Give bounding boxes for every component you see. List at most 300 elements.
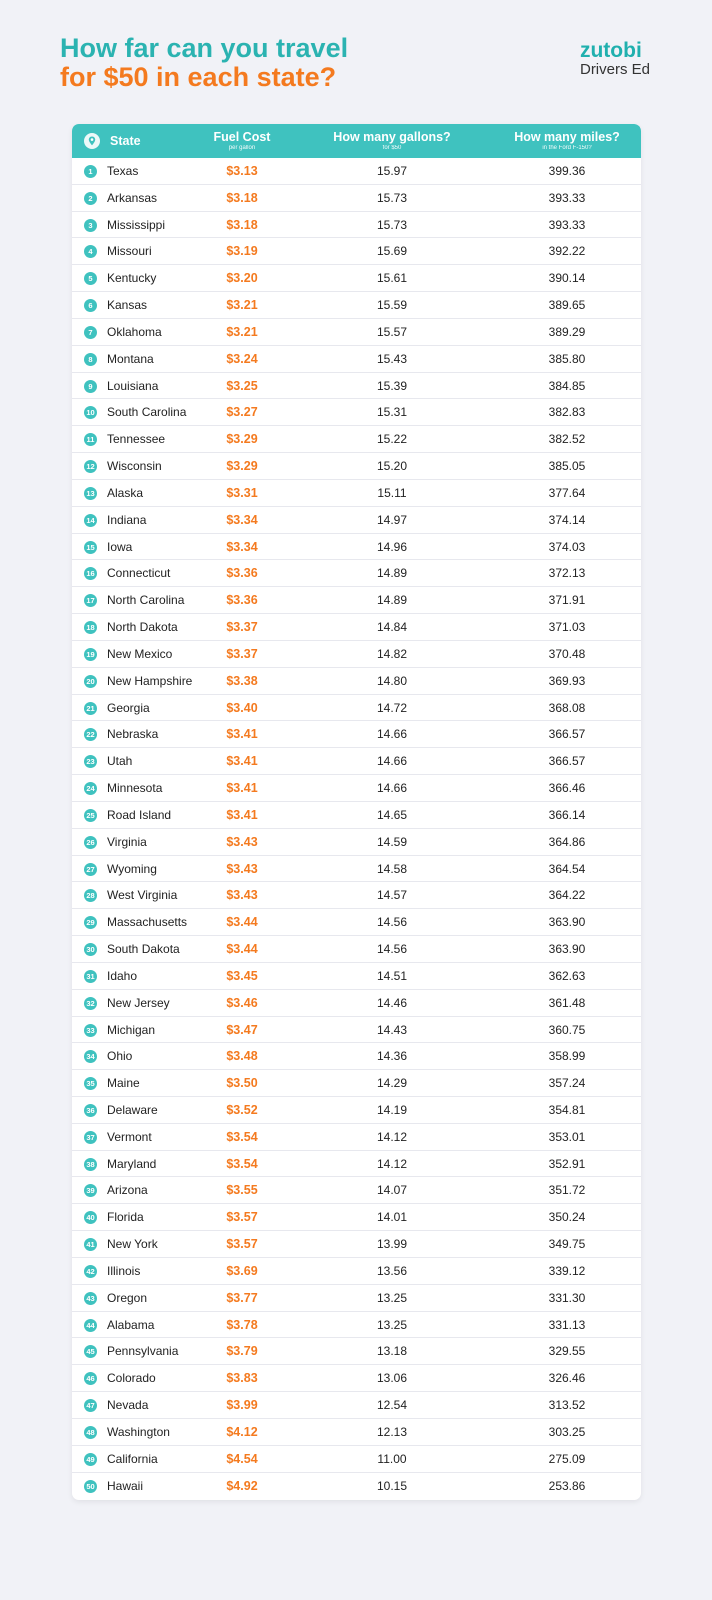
- table-row: [72, 212, 641, 239]
- state-name: Montana: [107, 351, 154, 366]
- fuel-cost: $4.92: [226, 1478, 258, 1493]
- miles-value: 366.57: [548, 754, 586, 769]
- brand-subtitle: Drivers Ed: [579, 61, 650, 78]
- table-row: [72, 936, 641, 963]
- gallons-value: 15.59: [376, 298, 408, 313]
- fuel-cost: $3.18: [226, 217, 258, 232]
- brand-name: zutobi: [579, 39, 642, 62]
- fuel-cost: $3.78: [226, 1317, 258, 1332]
- miles-value: 390.14: [548, 271, 586, 286]
- gallons-value: 14.65: [376, 807, 408, 822]
- table-row: [72, 1392, 641, 1419]
- state-name: Michigan: [107, 1022, 156, 1037]
- state-name: Minnesota: [107, 781, 163, 796]
- table-row: [72, 1446, 641, 1473]
- rank-badge: 8: [84, 353, 97, 366]
- state-name: Tennessee: [107, 432, 166, 447]
- gallons-value: 13.18: [376, 1344, 408, 1359]
- gallons-value: 14.36: [376, 1049, 408, 1064]
- miles-value: 363.90: [548, 915, 586, 930]
- gallons-value: 12.13: [376, 1424, 408, 1439]
- rank-badge: 44: [84, 1319, 97, 1332]
- fuel-cost: $3.40: [226, 700, 258, 715]
- header-fuel-cost: [202, 130, 282, 152]
- state-name: New Hampshire: [107, 673, 193, 688]
- fuel-cost: $4.12: [226, 1424, 258, 1439]
- table-row: [72, 265, 641, 292]
- gallons-value: 10.15: [376, 1478, 408, 1493]
- state-name: Illinois: [107, 1263, 141, 1278]
- rank-badge: 23: [84, 755, 97, 768]
- rank-badge: 20: [84, 675, 97, 688]
- miles-value: 385.80: [548, 351, 586, 366]
- header-gallons-label: How many gallons?: [333, 130, 451, 144]
- miles-value: 389.65: [548, 298, 586, 313]
- fuel-cost: $3.41: [226, 727, 258, 742]
- miles-value: 351.72: [548, 1183, 586, 1198]
- table-row: [72, 185, 641, 212]
- miles-value: 385.05: [548, 459, 586, 474]
- miles-value: 363.90: [548, 942, 586, 957]
- gallons-value: 14.29: [376, 1076, 408, 1091]
- fuel-cost: $3.27: [226, 405, 258, 420]
- gallons-value: 14.84: [376, 620, 408, 635]
- fuel-cost: $3.31: [226, 485, 258, 500]
- rank-badge: 22: [84, 728, 97, 741]
- fuel-cost: $3.43: [226, 861, 258, 876]
- state-name: New Jersey: [107, 995, 170, 1010]
- state-name: Missouri: [107, 244, 152, 259]
- table-row: [72, 1204, 641, 1231]
- miles-value: 362.63: [548, 968, 586, 983]
- table-row: [72, 480, 641, 507]
- fuel-cost: $3.21: [226, 298, 258, 313]
- rank-badge: 41: [84, 1238, 97, 1251]
- header-miles-label: How many miles?: [514, 130, 620, 144]
- gallons-value: 13.56: [376, 1263, 408, 1278]
- rank-badge: 48: [84, 1426, 97, 1439]
- miles-value: 369.93: [548, 673, 586, 688]
- table-row: [72, 319, 641, 346]
- state-name: Louisiana: [107, 378, 159, 393]
- state-name: South Dakota: [107, 942, 180, 957]
- miles-value: 371.91: [548, 593, 586, 608]
- title-line-2: for $50 in each state?: [60, 62, 337, 92]
- gallons-value: 15.11: [377, 485, 407, 500]
- gallons-value: 14.59: [376, 834, 408, 849]
- state-name: Hawaii: [107, 1478, 144, 1493]
- fuel-cost: $3.77: [226, 1290, 258, 1305]
- state-name: Alaska: [107, 485, 144, 500]
- state-name: Texas: [107, 164, 139, 178]
- rank-badge: 15: [84, 541, 97, 554]
- miles-value: 382.83: [548, 405, 586, 420]
- rank-badge: 33: [84, 1024, 97, 1037]
- table-row: [72, 238, 641, 265]
- gallons-value: 14.89: [376, 566, 408, 581]
- state-name: Kansas: [107, 298, 148, 313]
- fuel-cost: $3.99: [226, 1398, 258, 1413]
- table-row: [72, 399, 641, 426]
- rank-badge: 35: [84, 1077, 97, 1090]
- fuel-cost: $3.50: [226, 1076, 258, 1091]
- miles-value: 354.81: [548, 1102, 586, 1117]
- miles-value: 253.86: [548, 1478, 586, 1493]
- miles-value: 370.48: [548, 646, 586, 661]
- state-name: Utah: [107, 754, 133, 769]
- state-name: Arkansas: [107, 190, 158, 205]
- miles-value: 364.54: [548, 861, 586, 876]
- rank-badge: 45: [84, 1345, 97, 1358]
- table-row: [72, 1338, 641, 1365]
- gallons-value: 14.12: [376, 1156, 408, 1171]
- rank-badge: 49: [84, 1453, 97, 1466]
- miles-value: 329.55: [548, 1344, 586, 1359]
- fuel-cost: $3.55: [226, 1183, 258, 1198]
- gallons-value: 15.39: [376, 378, 408, 393]
- state-name: West Virginia: [107, 888, 178, 903]
- fuel-cost: $4.54: [226, 1451, 258, 1466]
- fuel-cost: $3.29: [226, 459, 258, 474]
- fuel-cost: $3.44: [226, 915, 258, 930]
- table-row: [72, 668, 641, 695]
- state-name: North Dakota: [107, 620, 178, 635]
- rank-badge: 14: [84, 514, 97, 527]
- state-name: Nevada: [107, 1398, 149, 1413]
- fuel-cost: $3.36: [226, 566, 258, 581]
- gallons-value: 12.54: [376, 1398, 408, 1413]
- miles-value: 353.01: [548, 1129, 586, 1144]
- fuel-cost: $3.25: [226, 378, 258, 393]
- miles-value: 389.29: [548, 324, 586, 339]
- brand-logo: [580, 40, 650, 79]
- table-row: [72, 802, 641, 829]
- fuel-cost: $3.43: [226, 834, 258, 849]
- table-row: [72, 748, 641, 775]
- gallons-value: 14.66: [376, 754, 408, 769]
- state-name: California: [107, 1451, 158, 1466]
- table-row: [72, 1124, 641, 1151]
- fuel-cost: $3.52: [226, 1102, 258, 1117]
- table-row: [72, 560, 641, 587]
- miles-value: 368.08: [548, 700, 586, 715]
- gallons-value: 13.99: [376, 1237, 408, 1252]
- miles-value: 350.24: [548, 1210, 586, 1225]
- fuel-cost: $3.21: [226, 324, 258, 339]
- gallons-value: 15.57: [376, 324, 408, 339]
- state-name: Maine: [107, 1076, 140, 1091]
- fuel-cost: $3.44: [226, 942, 258, 957]
- miles-value: 339.12: [548, 1263, 586, 1278]
- rank-badge: 46: [84, 1372, 97, 1385]
- gallons-value: 15.31: [376, 405, 408, 420]
- gallons-value: 14.01: [376, 1210, 408, 1225]
- gallons-value: 14.97: [376, 512, 408, 527]
- miles-value: 374.14: [548, 512, 586, 527]
- fuel-cost: $3.34: [226, 512, 258, 527]
- rank-badge: 36: [84, 1104, 97, 1117]
- state-name: Maryland: [107, 1156, 157, 1171]
- rank-badge: 29: [84, 916, 97, 929]
- miles-value: 393.33: [548, 217, 586, 232]
- fuel-cost: $3.18: [226, 190, 258, 205]
- miles-value: 275.09: [548, 1451, 586, 1466]
- rank-badge: 24: [84, 782, 97, 795]
- miles-value: 313.52: [548, 1398, 586, 1413]
- fuel-cost: $3.41: [226, 807, 258, 822]
- fuel-cost: $3.45: [226, 968, 258, 983]
- table-row: [72, 1365, 641, 1392]
- rank-badge: 16: [84, 567, 97, 580]
- table-row: [72, 158, 641, 185]
- fuel-cost: $3.54: [226, 1156, 258, 1171]
- state-name: Virginia: [107, 834, 147, 849]
- gallons-value: 14.56: [376, 915, 408, 930]
- miles-value: 393.33: [548, 190, 586, 205]
- state-name: Oregon: [107, 1290, 148, 1305]
- table-row: [72, 614, 641, 641]
- fuel-cost: $3.24: [226, 351, 258, 366]
- miles-value: 364.22: [548, 888, 586, 903]
- state-name: Wisconsin: [107, 459, 162, 474]
- rank-badge: 6: [84, 299, 97, 312]
- rank-badge: 38: [84, 1158, 97, 1171]
- gallons-value: 14.72: [376, 700, 408, 715]
- gallons-value: 11.00: [377, 1451, 407, 1466]
- rank-badge: 30: [84, 943, 97, 956]
- rank-badge: 28: [84, 889, 97, 902]
- gallons-value: 14.89: [376, 593, 408, 608]
- table-row: [72, 963, 641, 990]
- miles-value: 364.86: [548, 834, 586, 849]
- fuel-cost: $3.79: [226, 1344, 258, 1359]
- table-row: [72, 1151, 641, 1178]
- gallons-value: 14.46: [376, 995, 408, 1010]
- state-name: Ohio: [107, 1049, 133, 1064]
- table-row: [72, 587, 641, 614]
- fuel-cost: $3.19: [226, 244, 258, 259]
- miles-value: 352.91: [548, 1156, 586, 1171]
- header-miles-sub: in the Ford F-150?: [542, 145, 592, 151]
- table-row: [72, 346, 641, 373]
- miles-value: 384.85: [548, 378, 586, 393]
- fuel-cost: $3.29: [226, 432, 258, 447]
- fuel-cost: $3.34: [226, 539, 258, 554]
- rank-badge: 1: [84, 165, 97, 178]
- miles-value: 366.46: [548, 781, 586, 796]
- fuel-table: [72, 124, 641, 1500]
- gallons-value: 15.22: [376, 432, 408, 447]
- miles-value: 382.52: [548, 432, 586, 447]
- rank-badge: 18: [84, 621, 97, 634]
- rank-badge: 34: [84, 1050, 97, 1063]
- state-name: North Carolina: [107, 593, 185, 608]
- rank-badge: 26: [84, 836, 97, 849]
- table-row: [72, 1097, 641, 1124]
- gallons-value: 15.43: [376, 351, 408, 366]
- header-state: State: [110, 134, 141, 148]
- fuel-cost: $3.36: [226, 593, 258, 608]
- gallons-value: 14.82: [376, 646, 408, 661]
- rank-badge: 9: [84, 380, 97, 393]
- state-name: Washington: [107, 1424, 170, 1439]
- miles-value: 358.99: [548, 1049, 586, 1064]
- gallons-value: 15.20: [376, 459, 408, 474]
- rank-badge: 25: [84, 809, 97, 822]
- fuel-cost: $3.37: [226, 646, 258, 661]
- miles-value: 326.46: [548, 1371, 586, 1386]
- gallons-value: 14.80: [376, 673, 408, 688]
- state-name: Colorado: [107, 1371, 156, 1386]
- gallons-value: 14.19: [376, 1102, 408, 1117]
- fuel-cost: $3.48: [226, 1049, 258, 1064]
- rank-badge: 40: [84, 1211, 97, 1224]
- gallons-value: 14.51: [376, 968, 408, 983]
- rank-badge: 31: [84, 970, 97, 983]
- gallons-value: 15.61: [376, 271, 408, 286]
- table-row: [72, 1419, 641, 1446]
- rank-badge: 5: [84, 272, 97, 285]
- table-row: [72, 1473, 641, 1500]
- header-fuel-cost-sub: per gallon: [228, 145, 256, 151]
- state-name: New Mexico: [107, 646, 173, 661]
- table-row: [72, 641, 641, 668]
- state-name: Mississippi: [107, 217, 166, 232]
- fuel-cost: $3.43: [226, 888, 258, 903]
- state-name: Georgia: [107, 700, 150, 715]
- rank-badge: 39: [84, 1184, 97, 1197]
- fuel-cost: $3.69: [226, 1263, 258, 1278]
- table-row: [72, 1231, 641, 1258]
- header-miles: [497, 130, 637, 152]
- miles-value: 377.64: [548, 485, 586, 500]
- rank-badge: 50: [84, 1480, 97, 1493]
- fuel-cost: $3.37: [226, 620, 258, 635]
- table-row: [72, 775, 641, 802]
- state-name: Arizona: [107, 1183, 148, 1198]
- rank-badge: 12: [84, 460, 97, 473]
- fuel-cost: $3.83: [226, 1371, 258, 1386]
- table-row: [72, 507, 641, 534]
- gallons-value: 14.96: [376, 539, 408, 554]
- table-row: [72, 453, 641, 480]
- table-row: [72, 1043, 641, 1070]
- rank-badge: 19: [84, 648, 97, 661]
- state-name: Florida: [107, 1210, 144, 1225]
- table-row: [72, 1177, 641, 1204]
- table-row: [72, 373, 641, 400]
- gallons-value: 13.25: [376, 1290, 408, 1305]
- table-row: [72, 1285, 641, 1312]
- miles-value: 361.48: [548, 995, 586, 1010]
- miles-value: 303.25: [548, 1424, 586, 1439]
- rank-badge: 32: [84, 997, 97, 1010]
- state-name: Delaware: [107, 1102, 158, 1117]
- table-row: [72, 721, 641, 748]
- rank-badge: 43: [84, 1292, 97, 1305]
- rank-badge: 7: [84, 326, 97, 339]
- state-name: Indiana: [107, 512, 147, 527]
- table-row: [72, 1258, 641, 1285]
- table-row: [72, 856, 641, 883]
- gallons-value: 14.12: [376, 1129, 408, 1144]
- table-header: [72, 124, 641, 158]
- rank-badge: 47: [84, 1399, 97, 1412]
- table-row: [72, 1017, 641, 1044]
- miles-value: 360.75: [548, 1022, 586, 1037]
- header-gallons: [322, 130, 462, 152]
- state-name: Connecticut: [107, 566, 171, 581]
- gallons-value: 14.07: [376, 1183, 408, 1198]
- state-name: South Carolina: [107, 405, 187, 420]
- fuel-cost: $3.41: [226, 781, 258, 796]
- miles-value: 331.30: [548, 1290, 586, 1305]
- rank-badge: 2: [84, 192, 97, 205]
- rank-badge: 37: [84, 1131, 97, 1144]
- miles-value: 331.13: [548, 1317, 586, 1332]
- gallons-value: 14.66: [376, 727, 408, 742]
- miles-value: 399.36: [548, 164, 586, 178]
- rank-badge: 21: [84, 702, 97, 715]
- miles-value: 372.13: [548, 566, 586, 581]
- gallons-value: 14.66: [376, 781, 408, 796]
- gallons-value: 14.58: [376, 861, 408, 876]
- gallons-value: 13.25: [376, 1317, 408, 1332]
- state-name: Road Island: [107, 807, 172, 822]
- fuel-cost: $3.46: [226, 995, 258, 1010]
- table-row: [72, 829, 641, 856]
- state-name: Alabama: [107, 1317, 155, 1332]
- table-row: [72, 882, 641, 909]
- page-title: [60, 34, 348, 92]
- fuel-cost: $3.47: [226, 1022, 258, 1037]
- fuel-cost: $3.54: [226, 1129, 258, 1144]
- miles-value: 374.03: [548, 539, 586, 554]
- state-name: Oklahoma: [107, 324, 162, 339]
- rank-badge: 27: [84, 863, 97, 876]
- fuel-cost: $3.57: [226, 1237, 258, 1252]
- table-body: [72, 158, 641, 1499]
- state-name: Massachusetts: [107, 915, 188, 930]
- gallons-value: 14.43: [376, 1022, 408, 1037]
- gallons-value: 15.73: [376, 217, 408, 232]
- location-pin-icon: [84, 133, 100, 149]
- state-name: Pennsylvania: [107, 1344, 179, 1359]
- rank-badge: 42: [84, 1265, 97, 1278]
- table-row: [72, 909, 641, 936]
- gallons-value: 14.57: [376, 888, 408, 903]
- rank-badge: 13: [84, 487, 97, 500]
- gallons-value: 15.73: [376, 190, 408, 205]
- table-row: [72, 534, 641, 561]
- rank-badge: 3: [84, 219, 97, 232]
- table-row: [72, 426, 641, 453]
- state-name: Vermont: [107, 1129, 152, 1144]
- table-row: [72, 292, 641, 319]
- table-row: [72, 1070, 641, 1097]
- rank-badge: 17: [84, 594, 97, 607]
- fuel-cost: $3.13: [226, 164, 258, 178]
- state-name: Iowa: [107, 539, 133, 554]
- gallons-value: 13.06: [376, 1371, 408, 1386]
- state-name: Wyoming: [107, 861, 157, 876]
- state-name: Nebraska: [107, 727, 159, 742]
- rank-badge: 11: [84, 433, 97, 446]
- miles-value: 366.57: [548, 727, 586, 742]
- gallons-value: 14.56: [376, 942, 408, 957]
- rank-badge: 10: [84, 406, 97, 419]
- fuel-cost: $3.57: [226, 1210, 258, 1225]
